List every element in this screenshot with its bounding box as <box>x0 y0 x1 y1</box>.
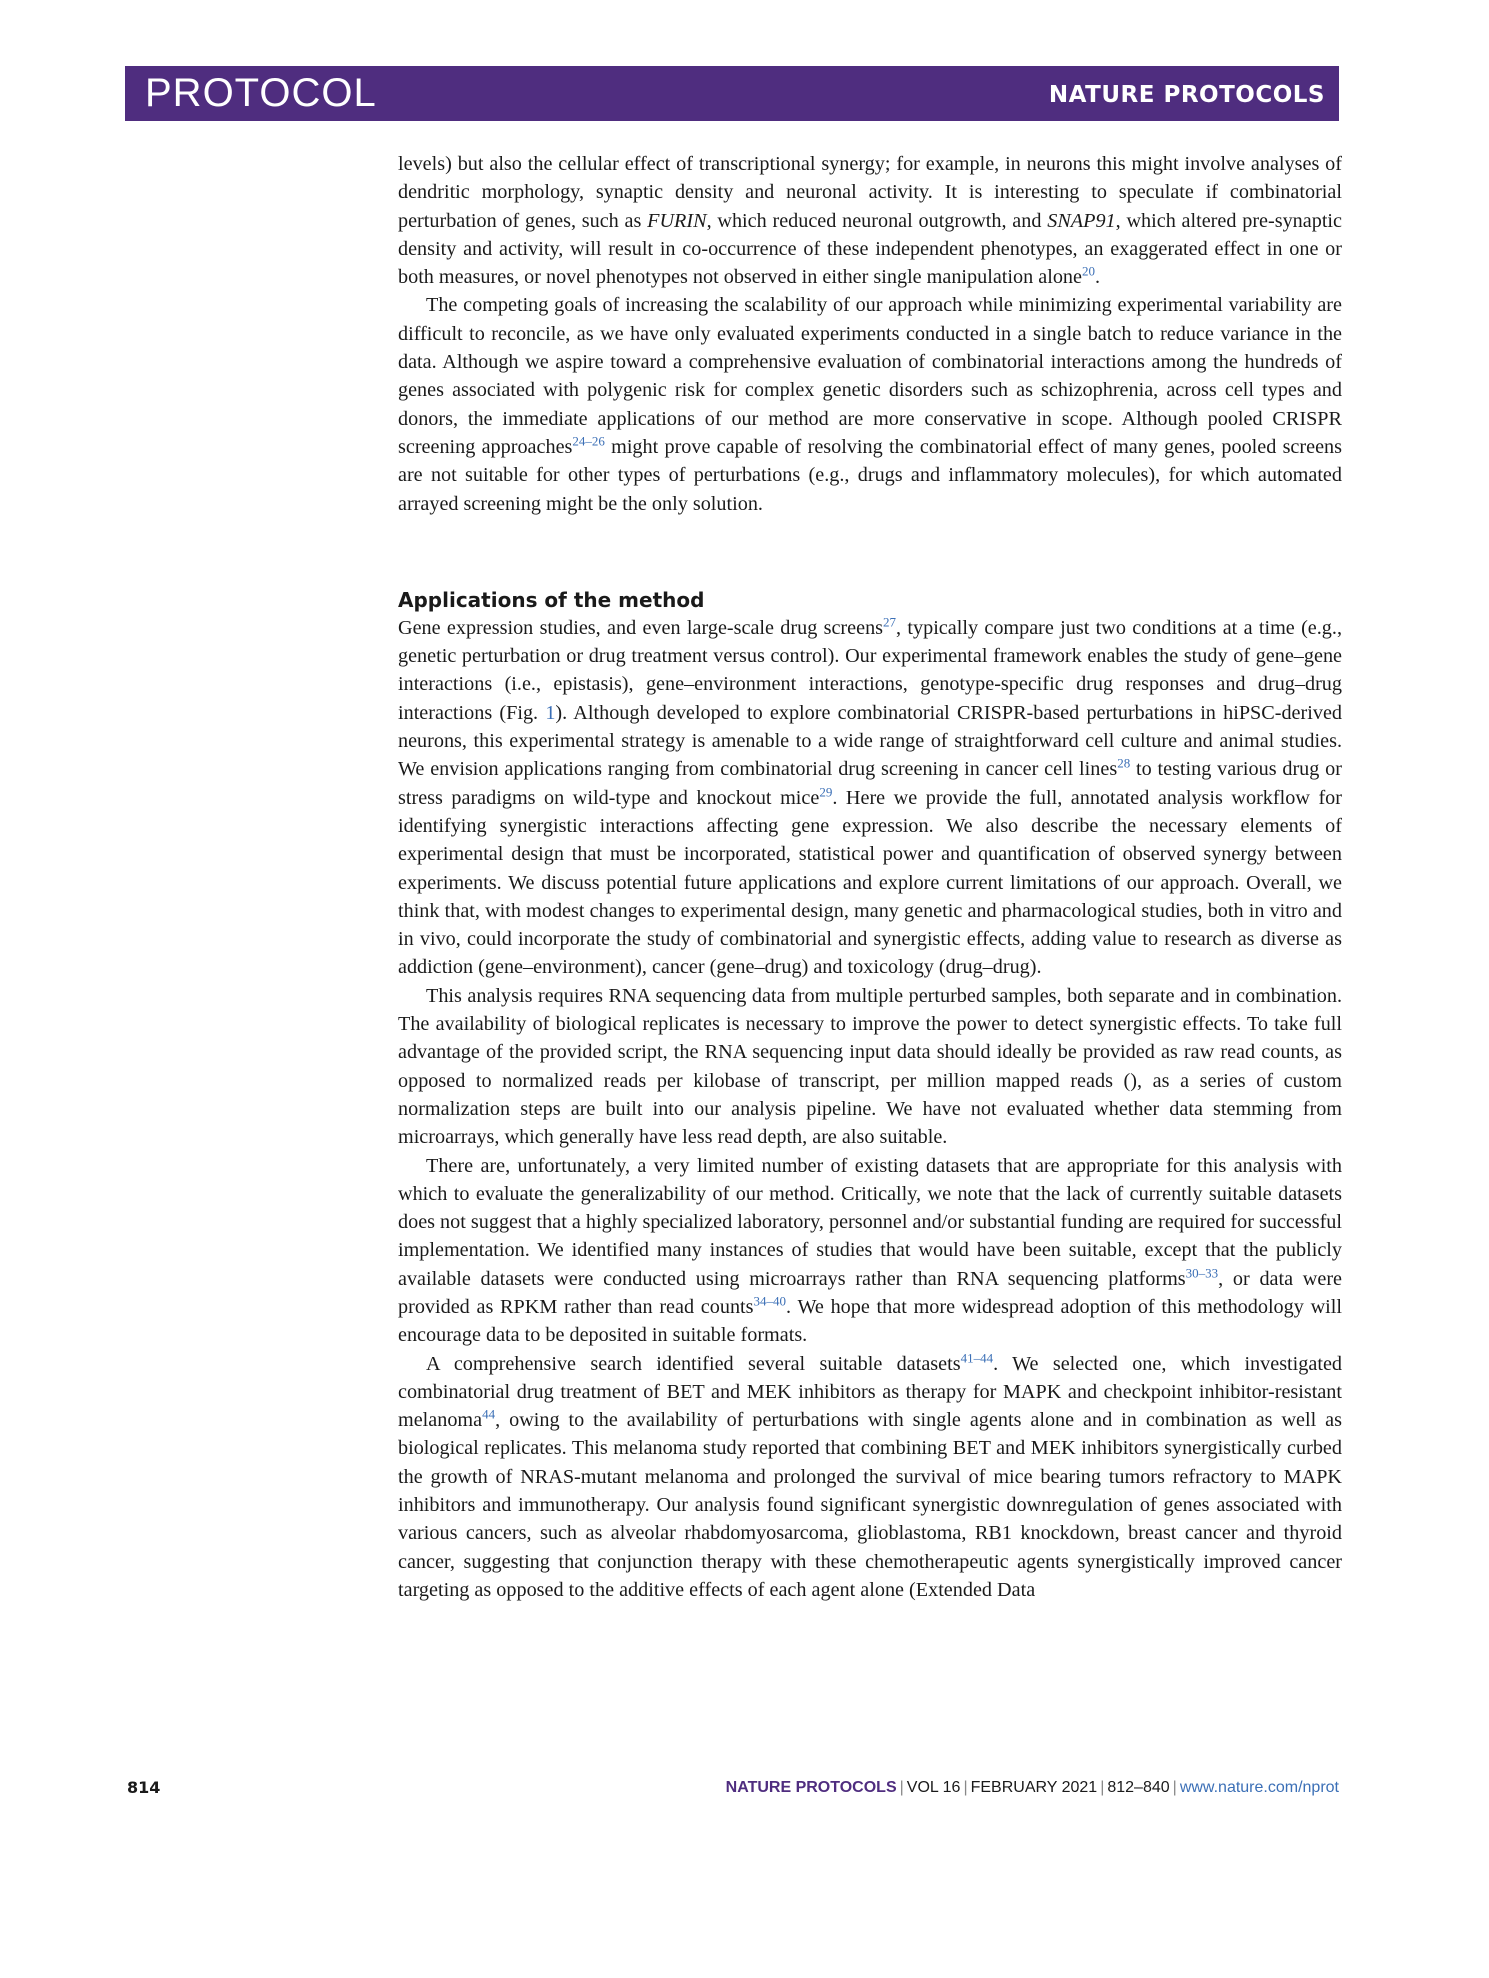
footer-citation <box>726 1777 1339 1799</box>
footer-volume: VOL 16 <box>906 1779 961 1796</box>
text-run: . Here we provide the full, annotated analysis workflow for identifying synergistic interactions affecting gene expression. We also describe the necessary elements of experimental design that must be incorporated, statistical power and quantification of observed synergy between experiments. We discuss potential future applications and explore current limitations of our approach. Overall, we think that, with modest changes to experimental design, many genetic and pharmacological studies, both in vitro and in vivo, could incorporate the study of combinatorial and synergistic effects, adding value to research as diverse as addiction (gene–environment), cancer (gene–drug) and toxicology (drug–drug). <box>398 786 1342 979</box>
text-run: ). Although developed to explore combinatorial CRISPR-based perturbations in hiPSC-derived neurons, this experimental strategy is amenable to a wide range of straightforward cell culture and animal studies. We envision applications ranging from combinatorial drug screening in cancer cell lines <box>398 701 1343 781</box>
text-run: A comprehensive search identified several suitable datasets <box>426 1352 961 1375</box>
text-run: This analysis requires RNA sequencing data from multiple perturbed samples, both separate and in combination. The availability of biological replicates is necessary to improve the power to detect synergistic effects. To take full advantage of the provided script, the RNA sequencing input data should ideally be provided as raw read counts, as opposed to normalized reads per kilobase of transcript, per million mapped reads (), as a series of custom normalization steps are built into our analysis pipeline. We have not evaluated whether data stemming from microarrays, which generally have less read depth, are also suitable. <box>398 984 1342 1149</box>
citation-link[interactable]: 41–44 <box>960 1349 994 1365</box>
footer-journal: NATURE PROTOCOLS <box>725 1779 897 1796</box>
text-run: levels) but also the cellular effect of transcriptional synergy; for example, in neurons this might involve analyses of dendritic morphology, synaptic density and neuronal activity. It is interesting to speculate if combinatorial perturbation of genes, such as <box>398 153 1342 232</box>
paragraph-4 <box>398 982 1342 1152</box>
citation-link[interactable]: 30–33 <box>1185 1264 1219 1280</box>
paragraph-2 <box>398 291 1342 517</box>
section-spacer <box>398 518 1342 586</box>
paragraph-5 <box>398 1152 1342 1350</box>
gene-name: SNAP91 <box>1047 209 1116 232</box>
text-run: , which altered pre-synaptic density and activity, will result in co-occurrence of these independent phenotypes, an exaggerated effect in one or both measures, or novel phenotypes not observed in either single manipulation alone <box>398 209 1342 289</box>
footer-separator: | <box>963 1779 968 1796</box>
text-run: The competing goals of increasing the scalability of our approach while minimizing experimental variability are difficult to reconcile, as we have only evaluated experiments conducted in a single batch to reduce variance in the data. Although we aspire toward a comprehensive evaluation of combinatorial interactions among the hundreds of genes associated with polygenic risk for complex genetic disorders such as schizophrenia, across cell types and donors, the immediate applications of our method are more conservative in scope. Although pooled CRISPR screening approaches <box>398 294 1342 458</box>
citation-link[interactable]: 24–26 <box>572 433 605 449</box>
text-run: . <box>1094 266 1101 289</box>
text-run: might prove capable of resolving the combinatorial effect of many genes, pooled screens are not suitable for other types of perturbations (e.g., drugs and inflammatory molecules), for which automated arrayed screening might be the only solution. <box>398 435 1342 515</box>
footer-pages: 812–840 <box>1107 1779 1170 1796</box>
text-run: to testing various drug or stress paradigms on wild-type and knockout mice <box>398 758 1342 809</box>
footer-separator: | <box>1172 1779 1177 1796</box>
citation-link[interactable]: 29 <box>819 783 833 799</box>
paragraph-1 <box>398 150 1342 291</box>
page-number: 814 <box>127 1778 161 1797</box>
citation-link[interactable]: 27 <box>883 614 897 630</box>
footer-separator: | <box>1100 1779 1105 1796</box>
footer-date: FEBRUARY 2021 <box>970 1779 1098 1796</box>
section-label: PROTOCOL <box>145 71 377 115</box>
text-run: , typically compare just two conditions at a time (e.g., genetic perturbation or drug treatment versus control). Our experimental framework enables the study of gene–gene interactions (i.e., epistasis), gene–environment interactions, genotype-specific drug responses and drug–drug interactions (Fig. <box>398 616 1342 724</box>
gene-name: FURIN <box>647 209 707 232</box>
text-run: , which reduced neuronal outgrowth, and <box>706 209 1048 232</box>
text-run: , owing to the availability of perturbations with single agents alone and in combination as well as biological replicates. This melanoma study reported that combining BET and MEK inhibitors synergistically curbed the growth of NRAS-mutant melanoma and prolonged the survival of mice bearing tumors refractory to MAPK inhibitors and immunotherapy. Our analysis found significant synergistic downregulation of genes associated with various cancers, such as alveolar rhabdomyosarcoma, glioblastoma, RB1 knockdown, breast cancer and thyroid cancer, suggesting that conjunction therapy with these chemotherapeutic agents synergistically improved cancer targeting as opposed to the additive effects of each agent alone (Extended Data <box>398 1409 1342 1601</box>
journal-name: NATURE PROTOCOLS <box>1048 82 1325 108</box>
article-body <box>398 150 1342 1604</box>
figure-link[interactable]: 1 <box>545 701 556 724</box>
citation-link[interactable]: 44 <box>482 1406 496 1422</box>
citation-link[interactable]: 34–40 <box>753 1293 787 1309</box>
section-heading: Applications of the method <box>398 587 705 612</box>
text-run: , or data were provided as RPKM rather than read counts <box>398 1267 1342 1318</box>
header-bar <box>125 66 1339 121</box>
footer-separator: | <box>899 1779 904 1796</box>
footer-url-link[interactable]: www.nature.com/nprot <box>1179 1779 1339 1796</box>
text-run: . We hope that more widespread adoption of this methodology will encourage data to be deposited in suitable formats. <box>398 1295 1342 1347</box>
text-run: There are, unfortunately, a very limited number of existing datasets that are appropriate for this analysis with which to evaluate the generalizability of our method. Critically, we note that the lack of currently suitable datasets does not suggest that a highly specialized laboratory, personnel and/or substantial funding are required for successful implementation. We identified many instances of studies that would have been suitable, except that the publicly available datasets were conducted using microarrays rather than RNA sequencing platforms <box>398 1154 1342 1290</box>
citation-link[interactable]: 20 <box>1081 263 1095 279</box>
citation-link[interactable]: 28 <box>1117 755 1131 771</box>
text-run: Gene expression studies, and even large-scale drug screens <box>398 616 884 639</box>
text-run: . We selected one, which investigated combinatorial drug treatment of BET and MEK inhibitors as therapy for MAPK and checkpoint inhibitor-resistant melanoma <box>398 1352 1342 1432</box>
paragraph-3 <box>398 614 1342 982</box>
paragraph-6 <box>398 1350 1342 1605</box>
